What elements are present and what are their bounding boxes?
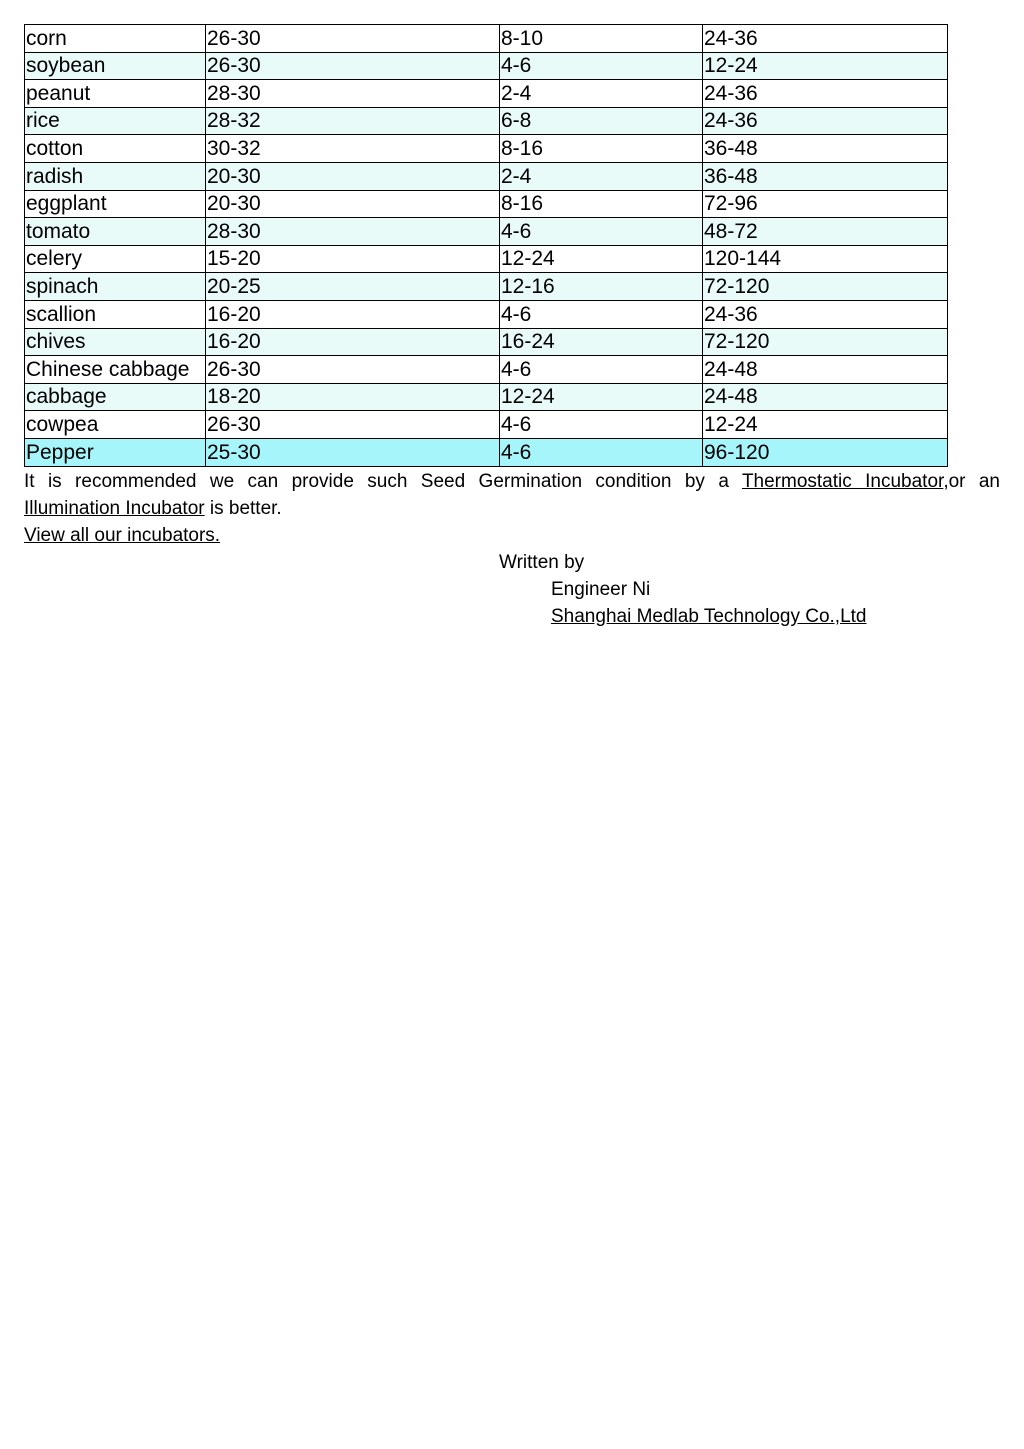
temperature-cell: 25-30	[206, 438, 500, 466]
crop-name-cell: scallion	[25, 300, 206, 328]
table-row	[25, 162, 948, 190]
crop-name-cell: rice	[25, 107, 206, 135]
column-3-cell: 8-16	[500, 135, 703, 163]
view-all-line	[24, 522, 1000, 549]
crop-name-cell: cotton	[25, 135, 206, 163]
crop-name-cell: Chinese cabbage	[25, 356, 206, 384]
column-3-cell: 2-4	[500, 80, 703, 108]
table-row	[25, 245, 948, 273]
column-4-cell: 12-24	[703, 52, 948, 80]
table-row	[25, 273, 948, 301]
temperature-cell: 26-30	[206, 356, 500, 384]
illumination-incubator-link[interactable]: Illumination Incubator	[24, 498, 205, 519]
table-row	[25, 52, 948, 80]
column-3-cell: 4-6	[500, 438, 703, 466]
column-3-cell: 8-16	[500, 190, 703, 218]
table-row	[25, 190, 948, 218]
temperature-cell: 20-25	[206, 273, 500, 301]
column-3-cell: 4-6	[500, 356, 703, 384]
temperature-cell: 26-30	[206, 52, 500, 80]
table-row	[25, 300, 948, 328]
crop-name-cell: Pepper	[25, 438, 206, 466]
crop-name-cell: corn	[25, 25, 206, 53]
column-3-cell: 12-24	[500, 245, 703, 273]
written-by-label: Written by	[499, 552, 585, 573]
crop-name-cell: spinach	[25, 273, 206, 301]
recommendation-line-2	[24, 495, 1000, 522]
column-3-cell: 12-24	[500, 383, 703, 411]
crop-name-cell: cowpea	[25, 411, 206, 439]
crop-name-cell: tomato	[25, 218, 206, 246]
table-row	[25, 411, 948, 439]
column-4-cell: 48-72	[703, 218, 948, 246]
company-link-text[interactable]: Shanghai Medlab Technology Co.,Ltd	[551, 606, 867, 627]
table-row	[25, 438, 948, 466]
temperature-cell: 28-30	[206, 218, 500, 246]
column-4-cell: 72-120	[703, 328, 948, 356]
column-4-cell: 24-36	[703, 80, 948, 108]
crop-name-cell: radish	[25, 162, 206, 190]
column-4-cell: 120-144	[703, 245, 948, 273]
column-4-cell: 24-36	[703, 107, 948, 135]
recommendation-text-after: is better.	[204, 498, 282, 519]
column-4-cell: 72-96	[703, 190, 948, 218]
table-row	[25, 383, 948, 411]
column-4-cell: 24-36	[703, 25, 948, 53]
column-4-cell: 36-48	[703, 162, 948, 190]
temperature-cell: 26-30	[206, 411, 500, 439]
column-3-cell: 8-10	[500, 25, 703, 53]
crop-name-cell: cabbage	[25, 383, 206, 411]
temperature-cell: 20-30	[206, 162, 500, 190]
table-row	[25, 135, 948, 163]
column-3-cell: 4-6	[500, 411, 703, 439]
column-4-cell: 36-48	[703, 135, 948, 163]
temperature-cell: 28-32	[206, 107, 500, 135]
table-row	[25, 25, 948, 53]
column-3-cell: 4-6	[500, 300, 703, 328]
temperature-cell: 16-20	[206, 328, 500, 356]
column-3-cell: 12-16	[500, 273, 703, 301]
temperature-cell: 18-20	[206, 383, 500, 411]
crop-name-cell: soybean	[25, 52, 206, 80]
table-row	[25, 356, 948, 384]
column-3-cell: 6-8	[500, 107, 703, 135]
table-body	[25, 25, 948, 467]
crop-name-cell: eggplant	[25, 190, 206, 218]
column-4-cell: 24-36	[703, 300, 948, 328]
crop-name-cell: chives	[25, 328, 206, 356]
table-row	[25, 218, 948, 246]
company-link[interactable]	[551, 603, 867, 630]
crop-name-cell: peanut	[25, 80, 206, 108]
table-row	[25, 107, 948, 135]
column-4-cell: 24-48	[703, 383, 948, 411]
temperature-cell: 20-30	[206, 190, 500, 218]
temperature-cell: 30-32	[206, 135, 500, 163]
temperature-cell: 28-30	[206, 80, 500, 108]
temperature-cell: 16-20	[206, 300, 500, 328]
view-all-incubators-link[interactable]: View all our incubators.	[24, 525, 221, 546]
column-3-cell: 2-4	[500, 162, 703, 190]
table-row	[25, 80, 948, 108]
table-row	[25, 328, 948, 356]
crop-name-cell: celery	[25, 245, 206, 273]
temperature-cell: 15-20	[206, 245, 500, 273]
seed-germination-table	[24, 24, 948, 467]
column-3-cell: 16-24	[500, 328, 703, 356]
column-4-cell: 24-48	[703, 356, 948, 384]
recommendation-line-1	[24, 468, 1000, 495]
column-4-cell: 72-120	[703, 273, 948, 301]
recommendation-text-before: It is recommended we can provide such Seed Germination condition by a	[24, 471, 742, 492]
thermostatic-incubator-link[interactable]: Thermostatic Incubator	[741, 471, 944, 492]
author-name: Engineer Ni	[551, 579, 651, 600]
recommendation-text-middle: ,or an	[943, 471, 1001, 492]
column-3-cell: 4-6	[500, 52, 703, 80]
temperature-cell: 26-30	[206, 25, 500, 53]
column-3-cell: 4-6	[500, 218, 703, 246]
column-4-cell: 96-120	[703, 438, 948, 466]
column-4-cell: 12-24	[703, 411, 948, 439]
